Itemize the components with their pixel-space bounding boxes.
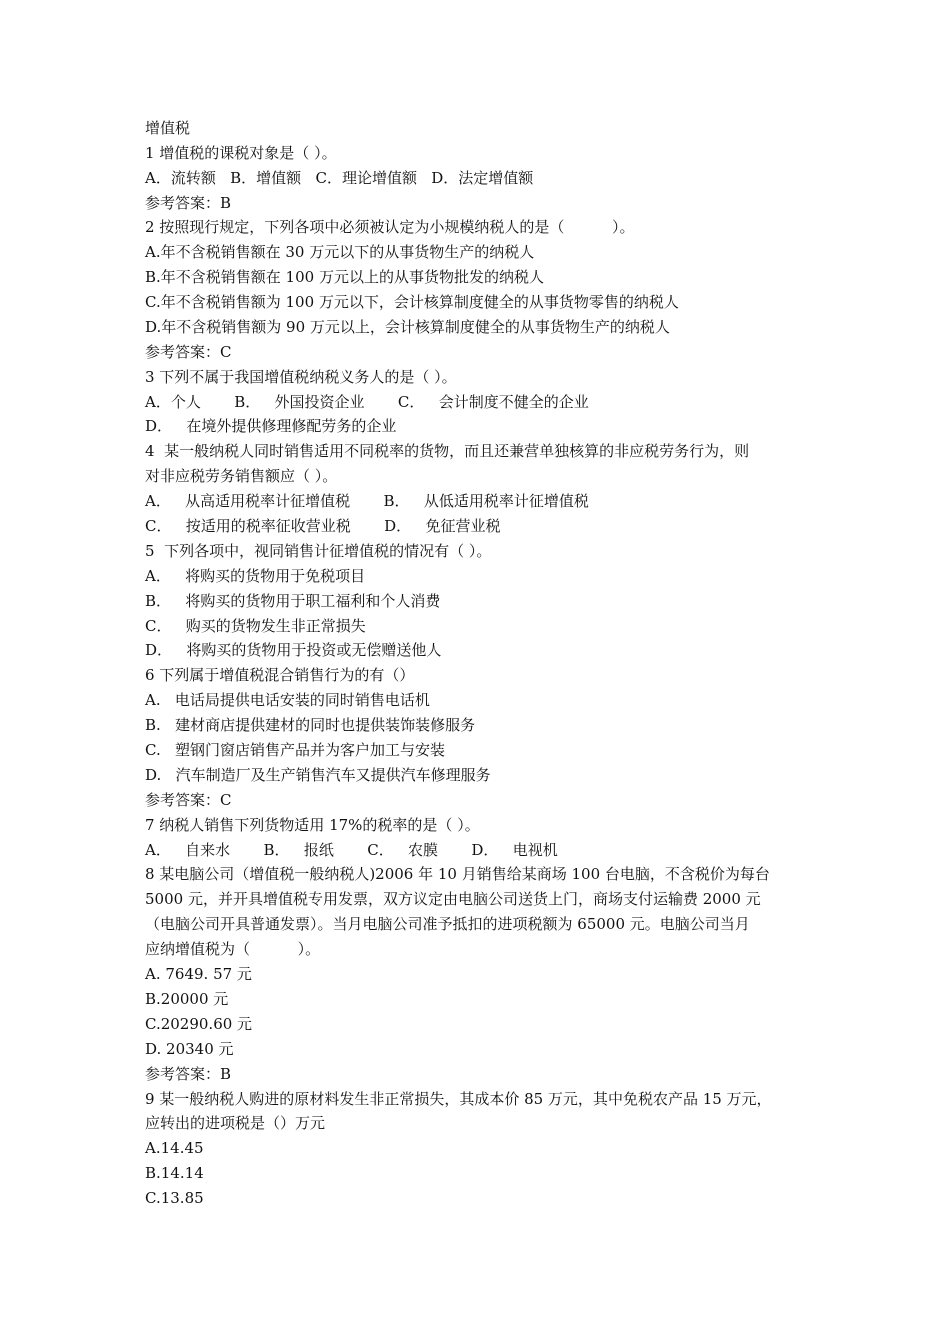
question-4-options-cd: C． 按适用的税率征收营业税 D． 免征营业税	[145, 517, 501, 535]
question-3-option-d: D． 在境外提供修理修配劳务的企业	[145, 417, 397, 435]
question-9-option-b: B.14.14	[145, 1164, 204, 1182]
question-2-option-c: C.年不含税销售额为 100 万元以下，会计核算制度健全的从事货物零售的纳税人	[145, 293, 679, 311]
question-8-option-d: D. 20340 元	[145, 1040, 234, 1058]
question-5: 5 下列各项中，视同销售计征增值税的情况有（ ）。	[145, 542, 492, 560]
question-8-cont-2: （电脑公司开具普通发票）。当月电脑公司准予抵扣的进项税额为 65000 元。电脑公司当月	[145, 915, 750, 933]
question-8-answer: 参考答案：B	[145, 1065, 232, 1083]
question-8-option-b: B.20000 元	[145, 990, 229, 1008]
question-4-cont: 对非应税劳务销售额应（ ）。	[145, 467, 338, 485]
question-8-cont-3: 应纳增值税为（ ）。	[145, 940, 321, 958]
question-3: 3 下列不属于我国增值税纳税义务人的是（ ）。	[145, 368, 457, 386]
question-7: 7 纳税人销售下列货物适用 17%的税率的是（ ）。	[145, 816, 480, 834]
question-3-options-abc: A．个人 B． 外国投资企业 C． 会计制度不健全的企业	[145, 393, 589, 411]
question-2-option-a: A.年不含税销售额在 30 万元以下的从事货物生产的纳税人	[145, 243, 535, 261]
question-8: 8 某电脑公司（增值税一般纳税人)2006 年 10 月销售给某商场 100 台电脑，不含税价为每台	[145, 865, 770, 883]
question-6-option-b: B. 建材商店提供建材的同时也提供装饰装修服务	[145, 716, 476, 734]
question-2-option-d: D.年不含税销售额为 90 万元以上，会计核算制度健全的从事货物生产的纳税人	[145, 318, 670, 336]
question-7-options: A． 自来水 B． 报纸 C． 农膜 D． 电视机	[145, 841, 558, 859]
question-6: 6 下列属于增值税混合销售行为的有（）	[145, 666, 415, 684]
question-8-option-a: A. 7649. 57 元	[145, 965, 252, 983]
question-5-option-c: C． 购买的货物发生非正常损失	[145, 617, 366, 635]
question-9-option-c: C.13.85	[145, 1189, 204, 1207]
question-6-option-c: C. 塑钢门窗店销售产品并为客户加工与安装	[145, 741, 446, 759]
question-4-options-ab: A． 从高适用税率计征增值税 B． 从低适用税率计征增值税	[145, 492, 589, 510]
question-5-option-d: D． 将购买的货物用于投资或无偿赠送他人	[145, 641, 442, 659]
question-6-option-a: A. 电话局提供电话安装的同时销售电话机	[145, 691, 430, 709]
question-2-answer: 参考答案：C	[145, 343, 232, 361]
question-1-options: A．流转额 B．增值额 C．理论增值额 D．法定增值额	[145, 169, 534, 187]
question-5-option-a: A． 将购买的货物用于免税项目	[145, 567, 366, 585]
question-5-option-b: B． 将购买的货物用于职工福利和个人消费	[145, 592, 441, 610]
question-9-cont: 应转出的进项税是（）万元	[145, 1114, 326, 1132]
question-6-option-d: D. 汽车制造厂及生产销售汽车又提供汽车修理服务	[145, 766, 491, 784]
question-9-option-a: A.14.45	[145, 1139, 204, 1157]
question-4: 4 某一般纳税人同时销售适用不同税率的货物，而且还兼营单独核算的非应税劳务行为，则	[145, 442, 750, 460]
question-1: 1 增值税的课税对象是（ ）。	[145, 144, 337, 162]
question-6-answer: 参考答案：C	[145, 791, 232, 809]
question-8-option-c: C.20290.60 元	[145, 1015, 253, 1033]
question-1-answer: 参考答案：B	[145, 194, 232, 212]
question-2-option-b: B.年不含税销售额在 100 万元以上的从事货物批发的纳税人	[145, 268, 544, 286]
question-8-cont-1: 5000 元，并开具增值税专用发票，双方议定由电脑公司送货上门，商场支付运输费 2000 元	[145, 890, 761, 908]
question-9: 9 某一般纳税人购进的原材料发生非正常损失，其成本价 85 万元，其中免税农产品 15 万元，	[145, 1090, 772, 1108]
doc-heading: 增值税	[145, 119, 191, 137]
question-2: 2 按照现行规定，下列各项中必须被认定为小规模纳税人的是（ ）。	[145, 218, 635, 236]
